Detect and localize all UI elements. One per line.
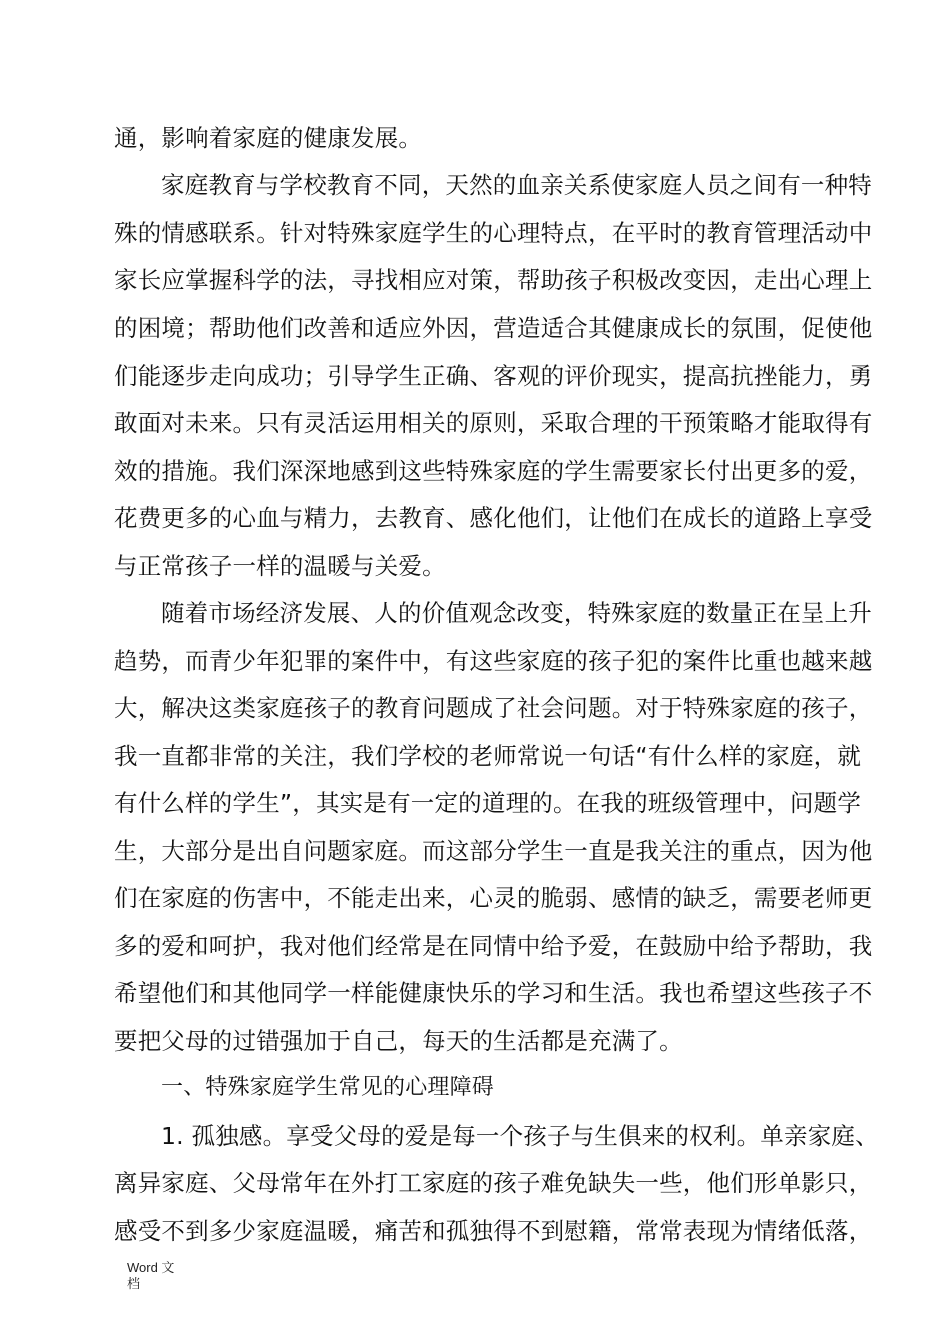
text-line: 花费更多的心血与精力，去教育、感化他们，让他们在成长的道路上享受 (114, 504, 873, 532)
text-line: 的困境；帮助他们改善和适应外因，营造适合其健康成长的氛围，促使他 (114, 314, 873, 342)
text-line: 与正常孩子一样的温暖与关爱。 (114, 552, 446, 580)
text-line: 殊的情感联系。针对特殊家庭学生的心理特点，在平时的教育管理活动中 (114, 219, 873, 247)
text-line: 大，解决这类家庭孩子的教育问题成了社会问题。对于特殊家庭的孩子， (114, 694, 873, 722)
text-line: 多的爱和呵护，我对他们经常是在同情中给予爱，在鼓励中给予帮助，我 (114, 932, 873, 960)
text-line: 生，大部分是出自问题家庭。而这部分学生一直是我关注的重点，因为他 (114, 837, 873, 865)
text-line: 我一直都非常的关注，我们学校的老师常说一句话“有什么样的家庭，就 (114, 742, 862, 770)
text-line: 家长应掌握科学的法，寻找相应对策，帮助孩子积极改变因，走出心理上 (114, 266, 873, 294)
text-line: 感受不到多少家庭温暖，痛苦和孤独得不到慰籍，常常表现为情绪低落， (114, 1217, 873, 1245)
text-line: 们能逐步走向成功；引导学生正确、客观的评价现实，提高抗挫能力，勇 (114, 362, 873, 390)
text-line: 们在家庭的伤害中，不能走出来，心灵的脆弱、感情的缺乏，需要老师更 (114, 884, 873, 912)
text-line: 有什么样的学生”，其实是有一定的道理的。在我的班级管理中，问题学 (114, 789, 862, 817)
text-line: 随着市场经济发展、人的价值观念改变，特殊家庭的数量正在呈上升 (161, 599, 872, 627)
text-line: 家庭教育与学校教育不同，天然的血亲关系使家庭人员之间有一种特 (161, 171, 872, 199)
text-line: 敢面对未来。只有灵活运用相关的原则，采取合理的干预策略才能取得有 (114, 409, 873, 437)
text-line: 效的措施。我们深深地感到这些特殊家庭的学生需要家长付出更多的爱， (114, 457, 873, 485)
page-footer: Word 文档 (127, 1260, 175, 1291)
text-line: 离异家庭、父母常年在外打工家庭的孩子难免缺失一些，他们形单影只， (114, 1169, 873, 1197)
text-line: 通，影响着家庭的健康发展。 (114, 124, 423, 152)
text-line: 1. 孤独感。享受父母的爱是每一个孩子与生俱来的权利。单亲家庭、 (161, 1122, 879, 1150)
text-line: 趋势，而青少年犯罪的案件中，有这些家庭的孩子犯的案件比重也越来越 (114, 647, 873, 675)
text-line: 要把父母的过错强加于自己，每天的生活都是充满了。 (114, 1027, 683, 1055)
text-line: 希望他们和其他同学一样能健康快乐的学习和生活。我也希望这些孩子不 (114, 979, 873, 1007)
section-heading: 一、特殊家庭学生常见的心理障碍 (161, 1075, 495, 1100)
